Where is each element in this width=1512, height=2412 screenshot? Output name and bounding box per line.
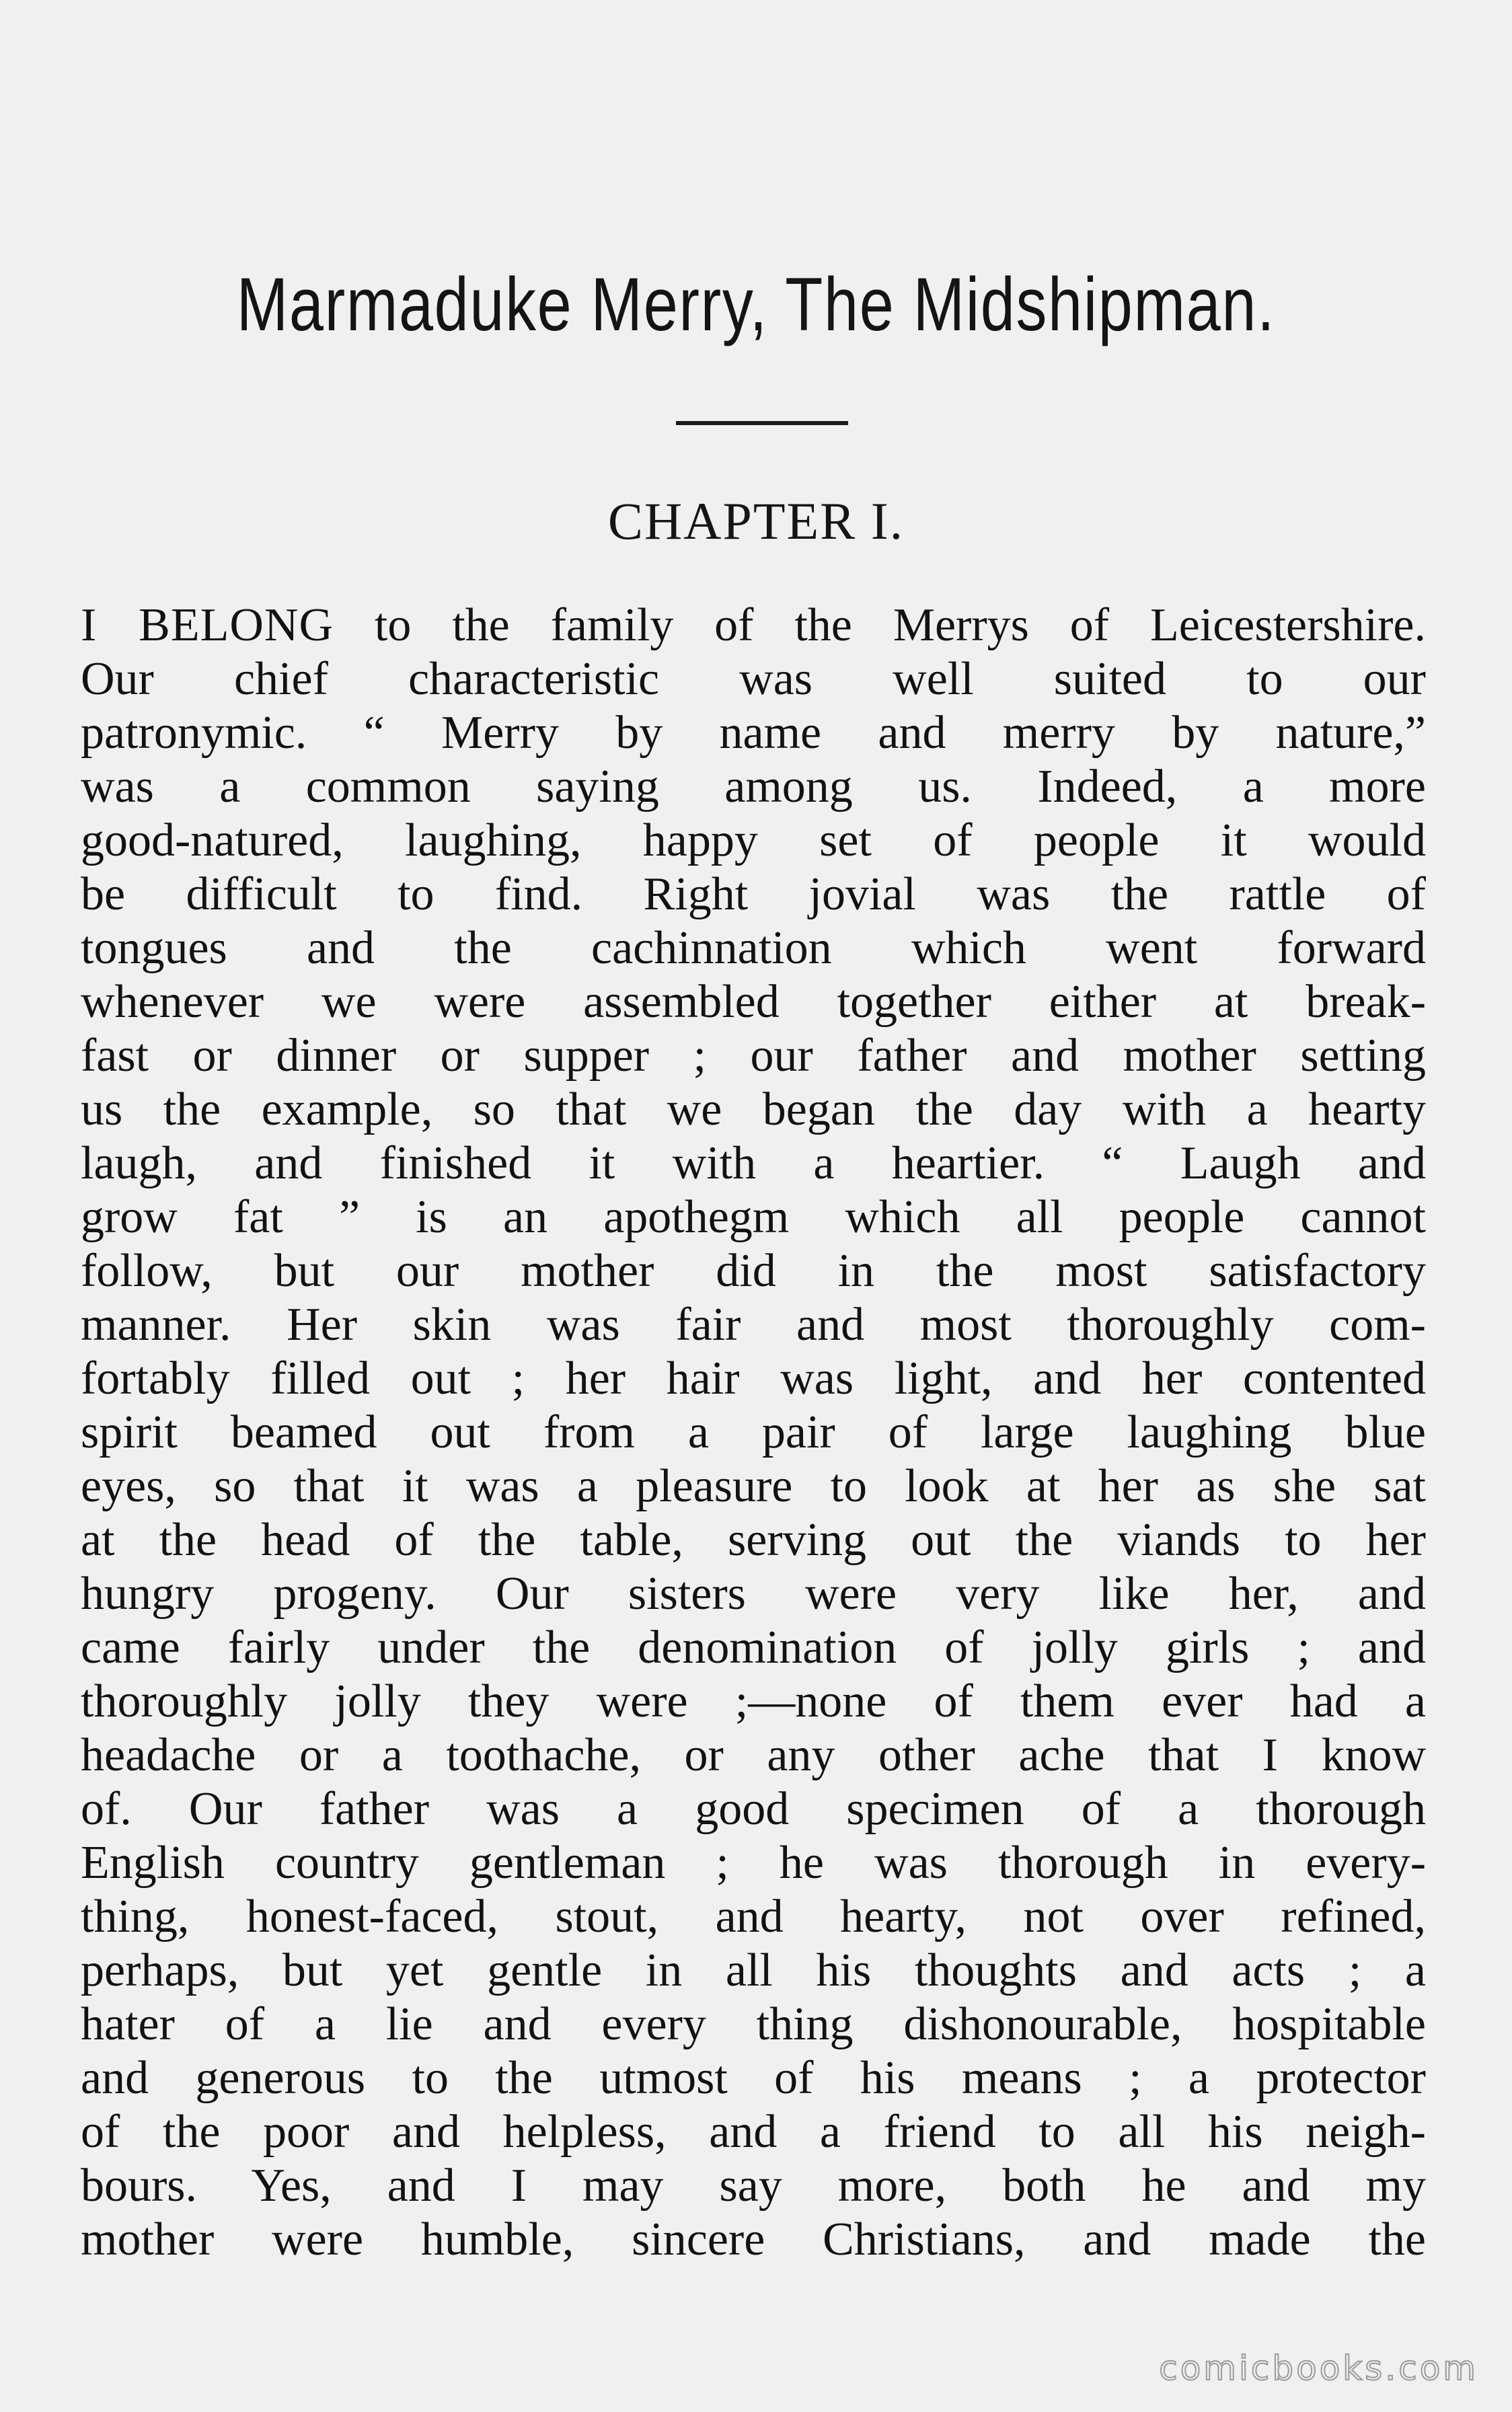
text-line: laugh, and finished it with a heartier. “ Laugh and [81,1137,1426,1189]
text-line: good-natured, laughing, happy set of people it would [81,815,1426,866]
text-line: tongues and the cachinnation which went forward [81,922,1426,974]
text-line: of the poor and helpless, and a friend to all his neigh- [81,2106,1426,2158]
text-line: manner. Her skin was fair and most thoroughly com- [81,1299,1426,1351]
text-line: English country gentleman ; he was thorough in every- [81,1837,1426,1889]
text-line: of. Our father was a good specimen of a thorough [81,1783,1426,1835]
text-line: perhaps, but yet gentle in all his thoughts and acts ; a [81,1945,1426,1996]
text-line: at the head of the table, serving out the viands to her [81,1514,1426,1566]
text-line: hungry progeny. Our sisters were very like her, and [81,1568,1426,1620]
text-line: be difficult to find. Right jovial was the rattle of [81,868,1426,920]
book-title: Marmaduke Merry, The Midshipman. [236,262,1276,346]
text-line: bours. Yes, and I may say more, both he and my [81,2160,1426,2212]
text-line: thing, honest-faced, stout, and hearty, not over refined, [81,1891,1426,1943]
chapter-heading: CHAPTER I. [607,492,905,550]
text-line: whenever we were assembled together either at break- [81,976,1426,1028]
text-line-content: to the family of the Merrys of Leicestershire. [334,599,1426,651]
watermark: comicbooks.com [1159,2349,1478,2388]
title-divider [676,421,848,425]
text-line: thoroughly jolly they were ;—none of them ever had a [81,1675,1426,1727]
text-line: hater of a lie and every thing dishonourable, hospitable [81,1998,1426,2050]
text-line: mother were humble, sincere Christians, and made the [81,2214,1426,2265]
opening-word: I BELONG [81,599,334,651]
text-line: us the example, so that we began the day with a hearty [81,1084,1426,1135]
text-line: eyes, so that it was a pleasure to look at her as she sat [81,1460,1426,1512]
text-line: Our chief characteristic was well suited to our [81,653,1426,705]
text-line: came fairly under the denomination of jolly girls ; and [81,1622,1426,1673]
text-line: patronymic. “ Merry by name and merry by nature,” [81,707,1426,759]
text-line: fast or dinner or supper ; our father and mother setting [81,1030,1426,1082]
text-line: follow, but our mother did in the most satisfactory [81,1245,1426,1297]
text-line: headache or a toothache, or any other ache that I know [81,1729,1426,1781]
text-line: grow fat ” is an apothegm which all people cannot [81,1191,1426,1243]
text-line: fortably filled out ; her hair was light, and her contented [81,1353,1426,1404]
text-line: and generous to the utmost of his means ; a protector [81,2052,1426,2104]
chapter-body [81,599,1426,2267]
text-line [81,599,1426,652]
text-line: was a common saying among us. Indeed, a more [81,761,1426,813]
text-line: spirit beamed out from a pair of large laughing blue [81,1406,1426,1458]
